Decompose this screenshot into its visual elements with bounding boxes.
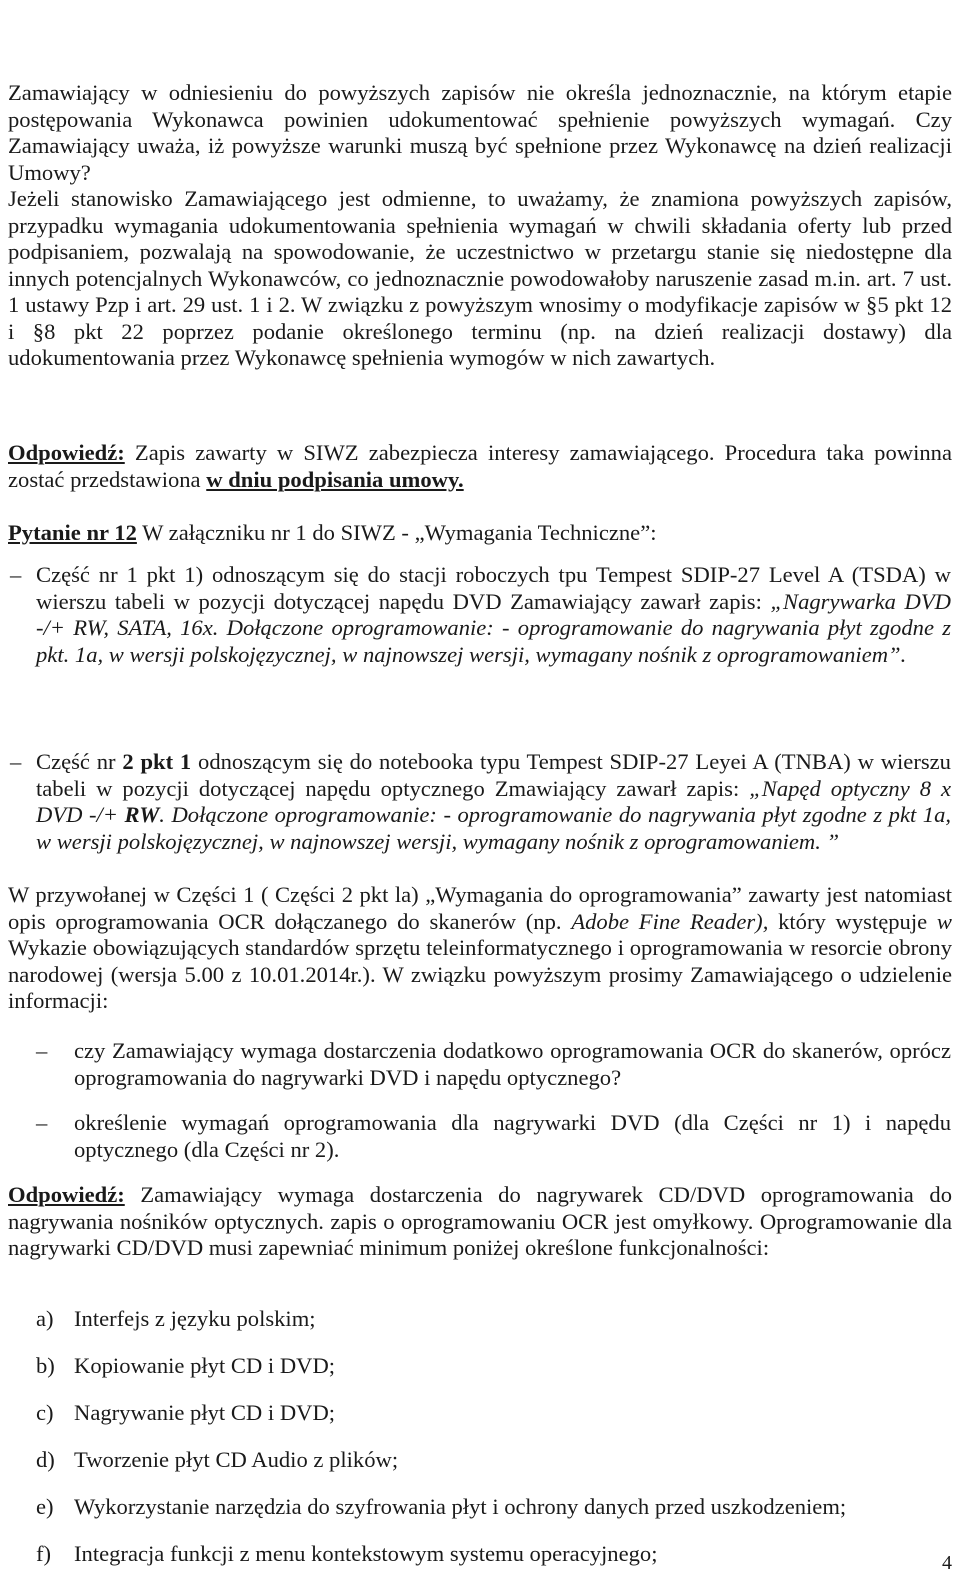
dash-bullet: – — [10, 749, 22, 774]
list-text: Kopiowanie płyt CD i DVD; — [74, 1353, 336, 1378]
sub-question-1: czy Zamawiający wymaga dostarczenia dodatkowo oprogramowania OCR do skanerów, oprócz oprogramowania do nagrywarki DVD i napędu optycznego? — [74, 1038, 951, 1090]
item-text: Część nr 1 pkt 1) odnoszącym się do stacji roboczych tpu Tempest SDIP-27 Level A (TSDA) w wierszu tabeli w pozycji dotyczącej napędu DVD Zamawiający zawarł zapis: — [36, 562, 951, 614]
list-text: Interfejs z języku polskim; — [74, 1306, 316, 1331]
list-marker: a) — [36, 1306, 54, 1331]
list-item — [36, 1353, 335, 1380]
list-item-part-1 — [36, 562, 951, 668]
paragraph-opinion: Jeżeli stanowisko Zamawiającego jest odmienne, to uważamy, że znamiona powyższych zapisów, przypadku wymagania udokumentowania spełnienia wymagań w chwili składania oferty lub przed podpisaniem, pozwalają na spowodowanie, że uczestnictwo w przetargu stanie się niedostępne dla innych potencjalnych Wykonawców, co jednoznacznie powodowałoby naruszenie zasad m.in. art. 7 ust. 1 ustawy Pzp i art. 29 ust. 1 i 2. W związku z powyższym wnosimy o modyfikacje zapisów w §5 pkt 12 i §8 pkt 22 poprzez podanie określonego terminu (np. na dzień realizacji dostawy) dla udokumentowania przez Wykonawcę spełnienia wymogów w nich zawartych. — [8, 186, 952, 370]
list-item — [36, 1541, 658, 1568]
list-text: Wykorzystanie narzędzia do szyfrowania płyt i ochrony danych przed uszkodzeniem; — [74, 1494, 847, 1519]
list-text: Nagrywanie płyt CD i DVD; — [74, 1400, 336, 1425]
list-item — [36, 1447, 398, 1474]
list-text: Tworzenie płyt CD Audio z plików; — [74, 1447, 399, 1472]
list-marker: e) — [36, 1494, 54, 1519]
paragraph-text: Wykazie obowiązujących standardów sprzętu teleinformatycznego i oprogramowania w resorcie obrony narodowej (wersja 5.00 z 10.01.2014r.). W związku powyższym prosimy Zamawiającego o udzielenie informacji: — [8, 935, 952, 1013]
answer-text: Zamawiający wymaga dostarczenia do nagrywarek CD/DVD oprogramowania do nagrywania nośników optycznych. zapis o oprogramowaniu OCR jest omyłkowy. Oprogramowanie dla nagrywarki CD/DVD musi zapewniać minimum poniżej określone funkcjonalności: — [8, 1182, 952, 1260]
sub-question-2: określenie wymagań oprogramowania dla nagrywarki DVD (dla Części nr 1) i napędu optycznego (dla Części nr 2). — [74, 1110, 951, 1162]
answer-label: Odpowiedź: — [8, 1182, 125, 1207]
question-12 — [8, 520, 952, 547]
paragraph-text: w — [936, 908, 952, 934]
list-marker: f) — [36, 1541, 52, 1566]
list-item — [36, 1400, 335, 1427]
paragraph-ocr — [8, 882, 952, 1015]
list-text: Integracja funkcji z menu kontekstowym systemu operacyjnego; — [74, 1541, 658, 1566]
question-text: W załączniku nr 1 do SIWZ - „Wymagania Techniczne”: — [136, 520, 657, 545]
item-quote: „Napęd optyczny 8 x DVD -/+ — [36, 775, 951, 827]
list-marker: d) — [36, 1447, 55, 1472]
dash-bullet: – — [36, 1038, 48, 1063]
answer-2 — [8, 1182, 952, 1262]
paragraph-text: który występuje — [768, 908, 937, 934]
dash-bullet: – — [10, 562, 22, 587]
list-item-part-2 — [36, 749, 951, 855]
item-bold: 2 — [122, 749, 134, 774]
paragraph-intro: Zamawiający w odniesieniu do powyższych zapisów nie określa jednoznacznie, na którym etapie postępowania Wykonawca powinien udokumentować spełnienie powyższych wymagań. Czy Zamawiający uważa, iż powyższe warunki muszą być spełnione przez Wykonawcę na dzień realizacji Umowy? — [8, 80, 952, 185]
item-quote-bold: RW — [124, 802, 160, 827]
page-number: 4 — [942, 1552, 952, 1574]
answer-1 — [8, 440, 952, 493]
item-bold: pkt 1 — [140, 749, 192, 774]
item-quote: „Nagrywarka DVD -/+ RW, SATA, 16x. Dołączone oprogramowanie: - oprogramowanie do nagrywania płyt zgodne z pkt. 1a, w wersji polskojęzycznej, w najnowszej wersji, wymagany nośnik z oprogramowaniem”. — [36, 588, 951, 667]
dash-bullet: – — [36, 1110, 48, 1135]
item-text: odnoszącym się do notebooka typu Tempest SDIP-27 Leyei A (TNBA) w wierszu tabeli w pozycji dotyczącej napędu optycznego Zmawiający zawarł zapis: — [36, 749, 951, 801]
answer-label: Odpowiedź: — [8, 440, 125, 465]
answer-emphasis: w dniu podpisania umowy. — [206, 466, 464, 492]
paragraph-text: W przywołanej w Części 1 ( Części 2 pkt la) „Wymagania do oprogramowania” zawarty jest natomiast opis oprogramowania OCR dołączanego do skanerów (np. — [8, 882, 952, 934]
item-quote: . Dołączone oprogramowanie: - oprogramowanie do nagrywania płyt zgodne z pkt 1a, w wersji polskojęzycznej, w najnowszej wersji, wymagany nośnik z oprogramowaniem. ” — [36, 802, 952, 854]
list-item — [36, 1494, 846, 1521]
list-item — [36, 1306, 316, 1333]
answer-text: Zapis zawarty w SIWZ zabezpiecza interesy zamawiającego. Procedura taka powinna zostać przedstawiona — [8, 440, 952, 492]
list-marker: c) — [36, 1400, 54, 1425]
list-marker: b) — [36, 1353, 55, 1378]
item-text: Część nr — [36, 749, 123, 774]
question-label: Pytanie nr 12 — [8, 520, 137, 545]
product-name: Adobe Fine Reader), — [571, 908, 769, 934]
